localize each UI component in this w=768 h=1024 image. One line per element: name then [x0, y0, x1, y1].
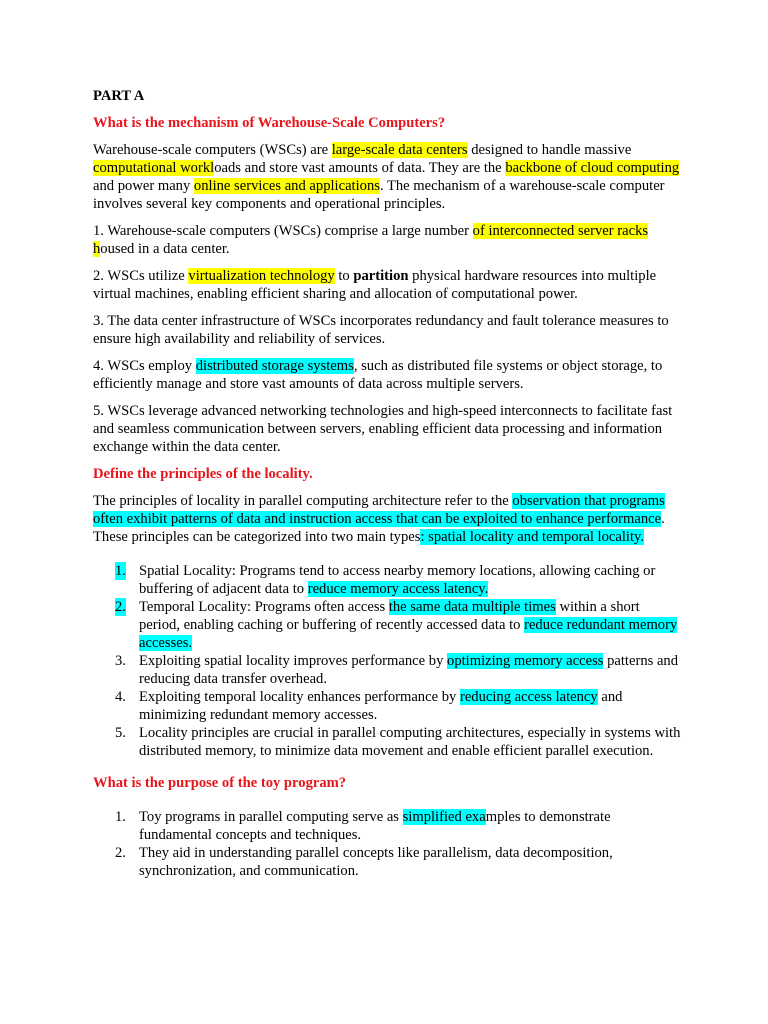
text-run: patterns and reducing data transfer overhead.	[139, 653, 679, 687]
text-run: Toy programs in parallel computing serve as	[139, 809, 403, 825]
highlighted-text: : spatial locality and temporal locality.	[420, 529, 645, 545]
text-run: . These principles can be categorized into two main types	[93, 511, 665, 545]
list-item-number: 1.	[115, 809, 126, 825]
q1-point-3	[93, 312, 683, 348]
text-run: within a short period, enabling caching or buffering of recently accessed data to	[139, 599, 640, 633]
list-item	[93, 808, 683, 844]
question-3-heading: What is the purpose of the toy program?	[93, 775, 347, 791]
text-run: 5. WSCs leverage advanced networking technologies and high-speed interconnects to facilitate fast and seamless communication between servers, enabling efficient data processing and information exchange within the data center.	[93, 403, 673, 455]
highlighted-text: the same data multiple times	[388, 599, 556, 615]
highlighted-text: reduce memory access latency.	[307, 581, 489, 597]
document-content	[93, 87, 683, 880]
text-run: mples to demonstrate fundamental concepts and techniques.	[139, 809, 611, 843]
text-run: 1. Warehouse-scale computers (WSCs) comprise a large number	[93, 223, 473, 239]
q1-intro-paragraph	[93, 141, 683, 213]
toy-program-list	[93, 808, 683, 880]
text-run: and minimizing redundant memory accesses.	[139, 689, 623, 723]
text-run: 2. WSCs utilize	[93, 268, 189, 284]
highlighted-text: of interconnected server racks h	[93, 223, 649, 257]
list-item-number: 2.	[115, 845, 126, 861]
highlighted-text: optimizing memory access	[447, 653, 604, 669]
text-run: to	[334, 268, 354, 284]
highlighted-text: observation that programs often exhibit patterns of data and instruction access that can be exploited to enhance performance	[93, 493, 665, 527]
text-run: They aid in understanding parallel concepts like parallelism, data decomposition, synchronization, and communication.	[139, 845, 613, 879]
highlighted-text: computational workl	[93, 160, 215, 176]
text-run: 4. WSCs employ	[93, 358, 196, 374]
highlighted-text: reduce redundant memory accesses.	[139, 617, 678, 651]
q2-intro-paragraph	[93, 492, 683, 546]
text-run: oused in a data center.	[100, 241, 230, 257]
bold-text: partition	[353, 268, 409, 284]
text-run: Temporal Locality: Programs often access	[139, 599, 389, 615]
list-item	[93, 844, 683, 880]
highlighted-text: virtualization technology	[188, 268, 335, 284]
highlighted-text: simplified exa	[402, 809, 486, 825]
list-item	[93, 688, 683, 724]
q1-point-5	[93, 402, 683, 456]
text-run: , such as distributed file systems or object storage, to efficiently manage and store vast amounts of data across multiple servers.	[93, 358, 663, 392]
text-run: designed to handle massive	[467, 142, 632, 158]
list-item-number: 3.	[115, 653, 126, 669]
text-run: oads and store vast amounts of data. They are the	[214, 160, 506, 176]
highlighted-text: large-scale data centers	[331, 142, 468, 158]
text-run: physical hardware resources into multiple virtual machines, enabling efficient sharing and allocation of computational power.	[93, 268, 657, 302]
list-item-number: 5.	[115, 725, 126, 741]
highlighted-text: backbone of cloud computing	[505, 160, 680, 176]
text-run: Exploiting spatial locality improves performance by	[139, 653, 448, 669]
list-item	[93, 562, 683, 598]
text-run: Spatial Locality: Programs tend to access nearby memory locations, allowing caching or buffering of adjacent data to	[139, 563, 656, 597]
text-run: Exploiting temporal locality enhances performance by	[139, 689, 460, 705]
text-run: . The mechanism of a warehouse-scale computer involves several key components and operational principles.	[93, 178, 665, 212]
text-run: Warehouse-scale computers (WSCs) are	[93, 142, 332, 158]
part-title: PART A	[93, 88, 145, 104]
list-item	[93, 598, 683, 652]
list-item-number: 4.	[115, 689, 126, 705]
highlighted-text: online services and applications	[193, 178, 380, 194]
list-item-number: 2.	[115, 599, 126, 615]
text-run: and power many	[93, 178, 194, 194]
list-item	[93, 652, 683, 688]
text-run: 3. The data center infrastructure of WSCs incorporates redundancy and fault tolerance measures to ensure high availability and reliability of services.	[93, 313, 669, 347]
text-run: Locality principles are crucial in parallel computing architectures, especially in systems with distributed memory, to minimize data movement and enable efficient parallel execution.	[139, 725, 681, 759]
list-item-number: 1.	[115, 563, 126, 579]
text-run: The principles of locality in parallel computing architecture refer to the	[93, 493, 513, 509]
question-2-heading: Define the principles of the locality.	[93, 466, 313, 482]
highlighted-text: reducing access latency	[459, 689, 598, 705]
question-1-heading: What is the mechanism of Warehouse-Scale Computers?	[93, 115, 446, 131]
list-item	[93, 724, 683, 760]
locality-list	[93, 562, 683, 760]
q1-point-2	[93, 267, 683, 303]
q1-point-4	[93, 357, 683, 393]
highlighted-text: distributed storage systems	[195, 358, 354, 374]
q1-point-1	[93, 222, 683, 258]
